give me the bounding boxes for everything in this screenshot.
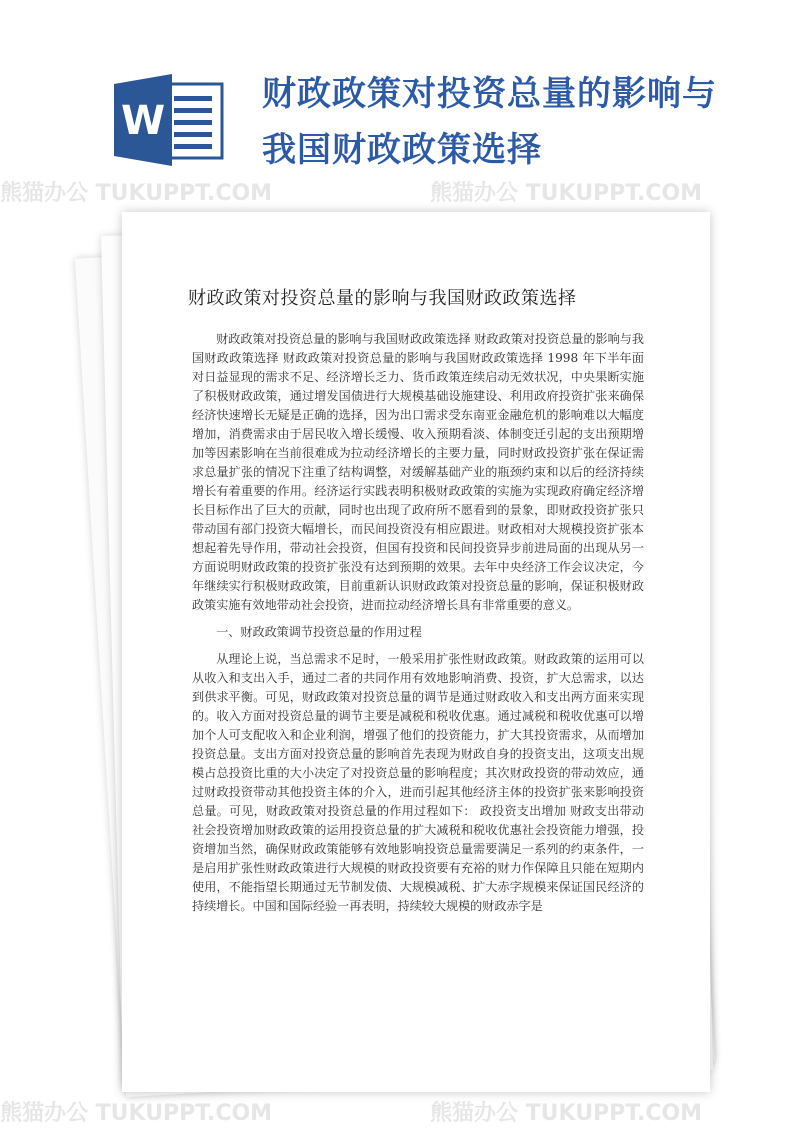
watermark: 熊猫办公 TUKUPPT.COM [430,181,703,206]
header [0,0,800,210]
page-body [192,330,644,916]
watermark: 熊猫办公 TUKUPPT.COM [430,1101,703,1126]
word-document-icon [110,70,230,170]
section-paragraph: 从理论上说，当总需求不足时，一般采用扩张性财政政策。财政政策的运用可以从收入和支出入手，通过二者的共同作用有效地影响消费、投资，扩大总需求，以达到供求平衡。可见，财政政策对投资总量的调节是通过财政收入和支出两方面来实现的。收入方面对投资总量的调节主要是减税和税收优惠。通过减税和税收优惠可以增加个人可支配收入和企业利润，增强了他们的投资能力，扩大其投资需求，从而增加投资总量。支出方面对投资总量的影响首先表现为财政自身的投资支出，这项支出规模占总投资比重的大小决定了对投资总量的影响程度；其次财政投资的带动效应，通过财政投资带动其他投资主体的介入，进而引起其他经济主体的投资扩张来影响投资总量。可见，财政政策对投资总量的作用过程如下： 政投资支出增加 财政支出带动社会投资增加财政政策的运用投资总量的扩大减税和税收优惠社会投资能力增强，投资增加当然，确保财政政策能够有效地影响投资总量需要满足一系列的约束条件，一是启用扩张性财政政策进行大规模的财政投资要有充裕的财力作保障且只能在短期内使用，不能指望长期通过无节制发债、大规模减税、扩大赤字规模来保证国民经济的持续增长。中国和国际经验一再表明，持续较大规模的财政赤字是 [192,652,644,913]
watermark: 熊猫办公 TUKUPPT.COM [0,1101,273,1126]
watermark: 熊猫办公 TUKUPPT.COM [0,181,273,206]
section-heading: 一、财政政策调节投资总量的作用过程 [216,625,422,639]
word-logo-letter: W [120,98,166,144]
document-title [262,66,762,178]
intro-paragraph: 财政政策对投资总量的影响与我国财政政策选择 财政政策对投资总量的影响与我国财政政策选择 财政政策对投资总量的影响与我国财政政策选择 1998 年下半年面对日益显现的需求不足、经济增长乏力、货币政策连续启动无效状况，中央果断实施了积极财政政策，通过增发国债进行大规模基础设施建设、利用政府投资扩张来确保经济快速增长无疑是正确的选择，因为出口需求受东南亚金融危机的影响难以大幅度增加，消费需求由于居民收入增长缓慢、收入预期看淡、体制变迁引起的支出预期增加等因素影响在当前很难成为拉动经济增长的主要力量，同时财政投资扩张在保证需求总量扩张的情况下注重了结构调整，对缓解基础产业的瓶颈约束和以后的经济持续增长有着重要的作用。经济运行实践表明积极财政政策的实施为实现政府确定经济增长目标作出了巨大的贡献，同时也出现了政府所不愿看到的景象，即财政投资扩张只带动国有部门投资大幅增长，而民间投资没有相应跟进。财政相对大规模投资扩张本想起着先导作用，带动社会投资，但国有投资和民间投资异步前进局面的出现从另一方面说明财政政策的投资扩张没有达到预期的效果。去年中央经济工作会议决定，今年继续实行积极财政政策，目前重新认识财政政策对投资总量的影响，保证积极财政政策实施有效地带动社会投资，进而拉动经济增长具有非常重要的意义。 [192,332,644,612]
document-title-line2: 我国财政政策选择 [262,130,542,170]
document-title-line1: 财政政策对投资总量的影响与 [262,74,717,114]
page-title: 财政政策对投资总量的影响与我国财政政策选择 [188,288,577,309]
document-page [122,212,710,1092]
